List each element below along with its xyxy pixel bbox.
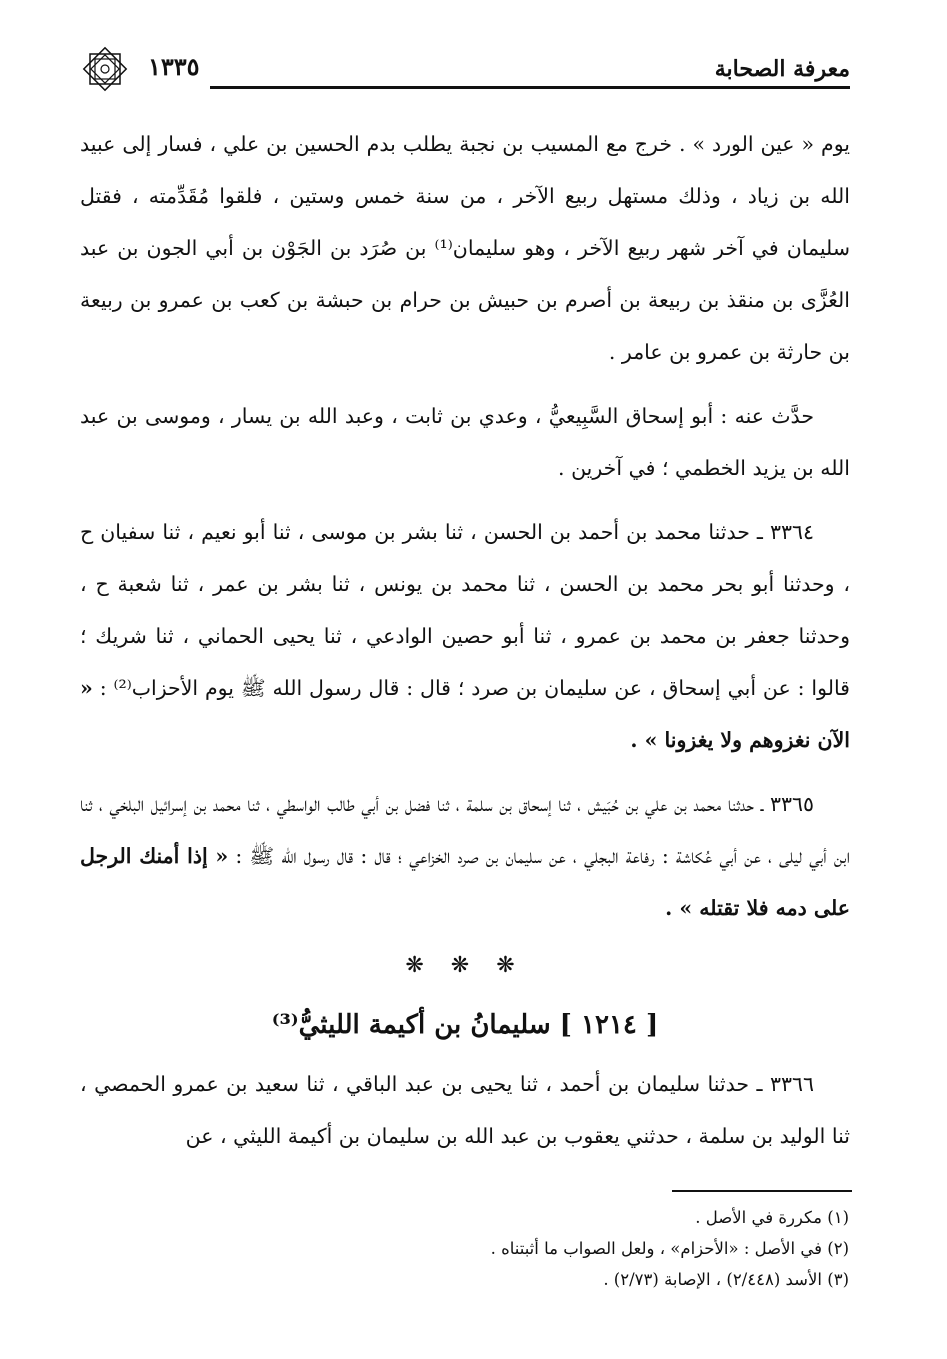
paragraph-hadith-3364	[80, 506, 850, 766]
page-number: ١٣٣٥	[148, 52, 200, 81]
footnote-1: (١) مكررة في الأصل .	[695, 1208, 849, 1227]
footnote-3: (٣) الأسد (٢/٤٤٨) ، الإصابة (٢/٧٣) .	[603, 1270, 849, 1289]
octagonal-star-ornament-icon	[80, 44, 130, 94]
main-text	[80, 118, 850, 1174]
paragraph-biography: يوم « عين الورد » . خرج مع المسيب بن نجبة يطلب بدم الحسين بن علي ، فسار إلى عبيد الله بن زياد ، وذلك مستهل ربيع الآخر ، من سنة خمس وستين ، فلقوا مُقَدِّمته ، فقتل سليمان في آخر شهر ربيع الآخر ، وهو سليمان⁽¹⁾ بن صُرَد بن الجَوْن بن أبي الجون بن عبد العُزَّى بن منقذ بن ربيعة بن أصرم بن حبيش بن حرام بن حبشة بن كعب بن عمرو بن ربيعة بن حارثة بن عمرو بن عامر .	[80, 132, 850, 364]
hadith-3364-matn: « الآن نغزوهم ولا يغزونا » .	[80, 676, 850, 752]
paragraph-hadith-3366: ٣٣٦٦ ـ حدثنا سليمان بن أحمد ، ثنا يحيى بن عبد الباقي ، ثنا سعيد بن عمرو الحمصي ، ثنا الوليد بن سلمة ، حدثني يعقوب بن عبد الله بن سليمان بن أكيمة الليثي ، عن	[80, 1072, 850, 1148]
page-header	[80, 48, 850, 88]
paragraph-hadith-3365	[80, 778, 850, 934]
footnote-rule	[672, 1190, 852, 1192]
hadith-3364-chain: ٣٣٦٤ ـ حدثنا محمد بن أحمد بن الحسن ، ثنا بشر بن موسى ، ثنا أبو نعيم ، ثنا سفيان ح ، وحدثنا أبو بحر محمد بن الحسن ، ثنا محمد بن يونس ، ثنا بشر بن عمر ، ثنا شعبة ح ، وحدثنا جعفر بن محمد بن عمرو ، ثنا أبو حصين الوادعي ، ثنا يحيى الحماني ، ثنا شريك ؛ قالوا : عن أبي إسحاق ، عن سليمان بن صرد ؛ قال : قال رسول الله ﷺ يوم الأحزاب⁽²⁾ :	[80, 520, 850, 700]
footnote-2: (٢) في الأصل : «الأحزام» ، ولعل الصواب ما أثبتناه .	[490, 1239, 849, 1258]
paragraph-narrators: حدَّث عنه : أبو إسحاق السَّبِيعيُّ ، وعدي بن ثابت ، وعبد الله بن يسار ، وموسى بن عبد الله بن يزيد الخطمي ؛ في آخرين .	[80, 404, 850, 480]
section-separator: ❋ ❋ ❋	[405, 953, 525, 978]
footnotes	[109, 1202, 849, 1295]
entry-heading: [ ١٢١٤ ] سليمانُ بن أكيمة الليثيُّ⁽³⁾	[271, 1010, 659, 1040]
header-rule	[210, 86, 850, 89]
book-title: معرفة الصحابة	[714, 56, 850, 82]
hadith-3365-matn: « إذا أمنك الرجل على دمه فلا تقتله » .	[80, 844, 850, 920]
hadith-3365-chain: ٣٣٦٥ ـ حدثنا محمد بن علي بن حُبَيش ، ثنا إسحاق بن سلمة ، ثنا فضل بن أبي طالب الواسطي ، ثنا محمد بن إسرائيل البلخي ، ثنا ابن أبي ليلى ، عن أبي عُكاشة : رفاعة البجلي ، عن سليمان بن صرد الخزاعي ؛ قال : قال رسول الله ﷺ :	[80, 792, 850, 868]
